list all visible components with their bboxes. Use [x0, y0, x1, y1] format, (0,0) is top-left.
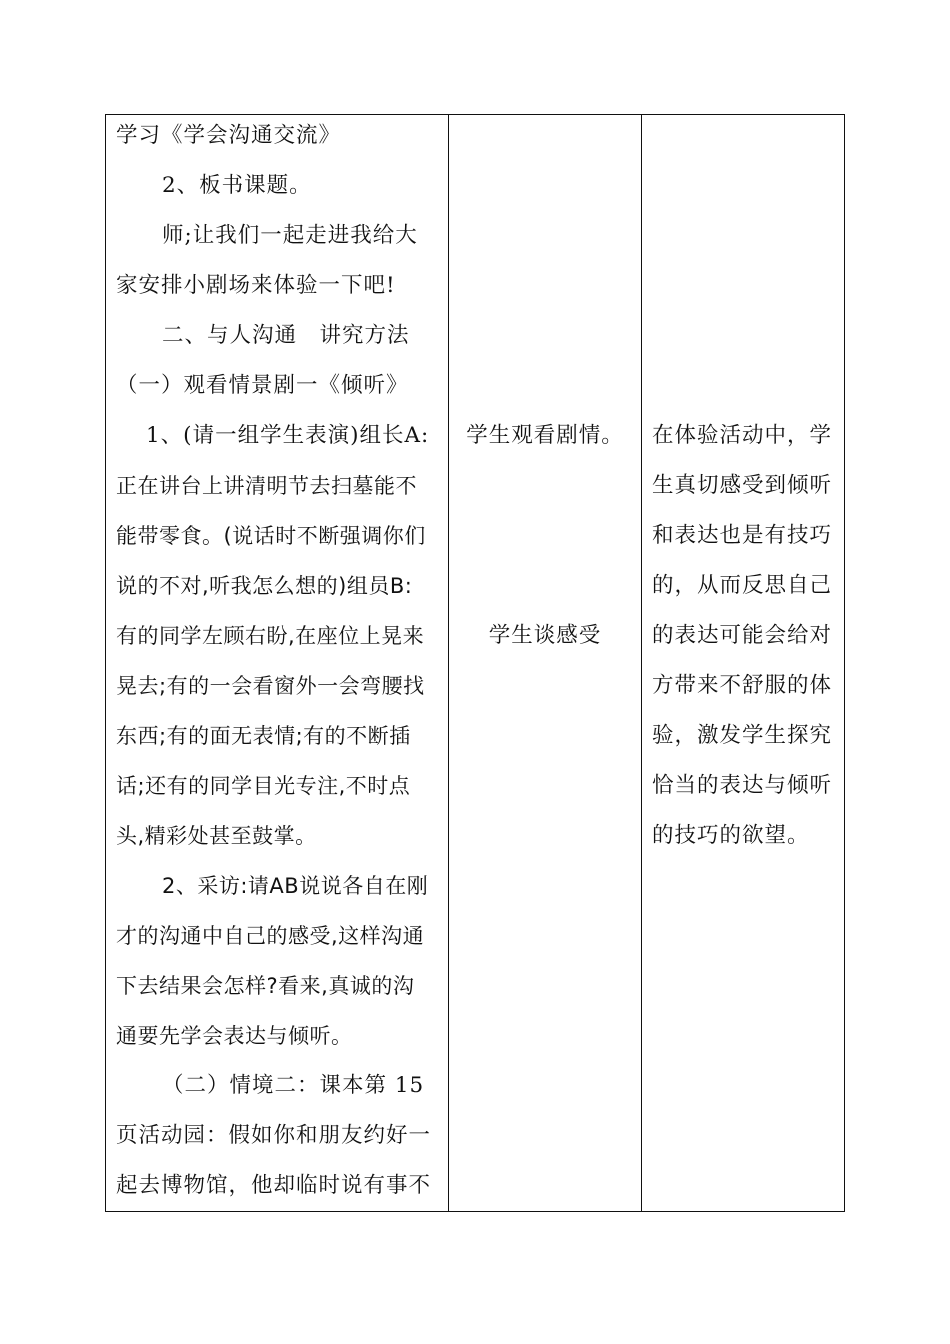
- text-line: 师;让我们一起走进我给大: [162, 223, 418, 248]
- text-line: 才的沟通中自己的感受,这样沟通: [116, 924, 425, 948]
- text-line: 生真切感受到倾听: [652, 473, 833, 498]
- text-line: 话;还有的同学目光专注,不时点: [116, 774, 411, 798]
- text-line: 2、板书课题。: [162, 173, 312, 198]
- text-line: 晃去;有的一会看窗外一会弯腰找: [116, 674, 425, 698]
- text-line: 学生观看剧情。: [466, 423, 624, 448]
- text-line: 的表达可能会给对: [652, 623, 833, 648]
- text-line: 正在讲台上讲清明节去扫墓能不: [116, 474, 417, 498]
- text-line: 通要先学会表达与倾听。: [116, 1024, 353, 1048]
- text-line: 头,精彩处甚至鼓掌。: [116, 824, 317, 848]
- design-intent-column: [642, 115, 844, 1211]
- text-line: 1、(请一组学生表演)组长A:: [146, 423, 430, 448]
- text-line: 说的不对,听我怎么想的)组员B:: [116, 574, 413, 598]
- text-line: 的，从而反思自己: [652, 573, 833, 598]
- text-line: 起去博物馆，他却临时说有事不: [116, 1173, 432, 1198]
- text-line: 恰当的表达与倾听: [652, 773, 833, 798]
- text-line: （二）情境二：课本第 15: [162, 1073, 425, 1098]
- text-line: 学生谈感受: [488, 623, 602, 648]
- text-line: 二、与人沟通 讲究方法: [162, 323, 410, 348]
- text-line: 的技巧的欲望。: [652, 823, 810, 848]
- text-line: 有的同学左顾右盼,在座位上晃来: [116, 624, 425, 648]
- text-line: 家安排小剧场来体验一下吧!: [116, 273, 396, 298]
- teaching-activities-column: [106, 115, 449, 1211]
- text-line: 东西;有的面无表情;有的不断插: [116, 724, 411, 748]
- text-line: 方带来不舒服的体: [652, 673, 833, 698]
- text-line: 2、采访:请AB说说各自在刚: [162, 874, 429, 898]
- text-line: 和表达也是有技巧: [652, 523, 833, 548]
- text-line: 页活动园：假如你和朋友约好一: [116, 1123, 432, 1148]
- text-line: （一）观看情景剧一《倾听》: [116, 373, 409, 398]
- text-line: 在体验活动中，学: [652, 423, 833, 448]
- text-line: 验，激发学生探究: [652, 723, 833, 748]
- text-line: 学习《学会沟通交流》: [116, 123, 342, 148]
- lesson-plan-table: [105, 114, 845, 1212]
- student-activities-column: [449, 115, 642, 1211]
- text-line: 下去结果会怎样?看来,真诚的沟: [116, 974, 415, 998]
- text-line: 能带零食。(说话时不断强调你们: [116, 524, 426, 548]
